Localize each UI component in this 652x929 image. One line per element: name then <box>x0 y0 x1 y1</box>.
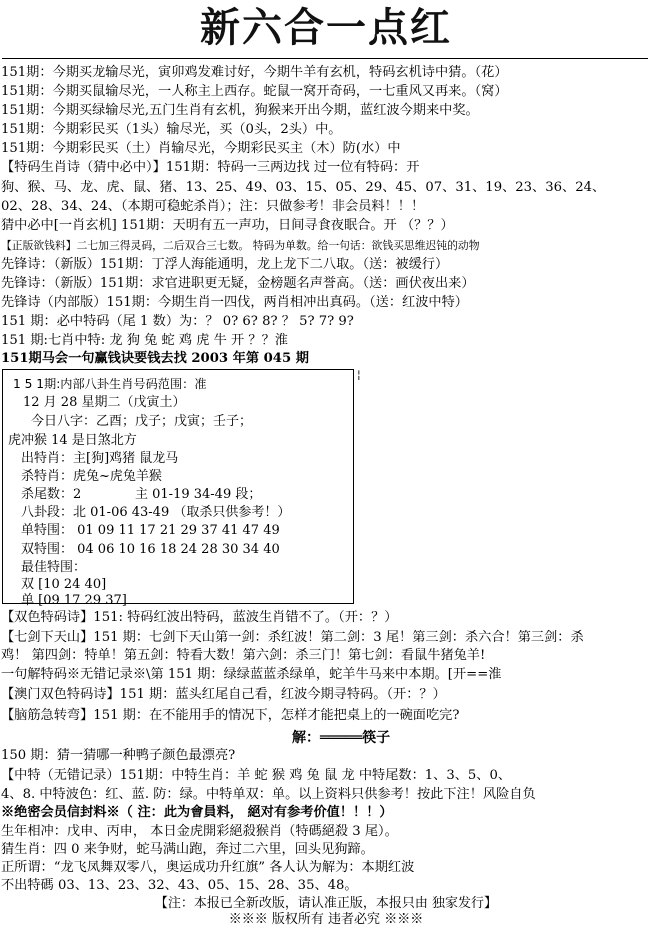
text-line: 先锋诗：（新版）151期：丁浮人海能通明，龙上龙下二八取。（送：被缓行） <box>1 257 449 272</box>
text-line: 鸡！ 第四剑：特单！第五剑：特看大数！第六剑：杀三门！第七剑：看鼠牛猪兔羊! <box>1 648 486 663</box>
box-line: 双特围： 04 06 10 16 18 24 28 30 34 40 <box>21 542 280 557</box>
text-line: 02、28、34、24、（本期可稳蛇杀肖）；注：只做参考！非会员料！！！ <box>1 199 425 214</box>
text-cursor-mark: ¦ <box>357 368 361 381</box>
text-line: 生年相冲：戊申、丙申， 本日金虎開彩絕殺猴肖（特碼絕殺 3 尾）。 <box>1 824 398 839</box>
text-line: 151期马会一句赢钱诀要钱去找 2003 年第 045 期 <box>1 351 309 366</box>
page-title: 新六合一点红 <box>200 5 452 51</box>
text-line: 【澳门双色特码诗】151 期：蓝头红尾自己看，红波今期寻特码。（开：？） <box>1 687 446 702</box>
box-line: 1 5 1期:内部八卦生肖号码范围：准 <box>13 377 207 391</box>
text-line: 151期：今期买绿输尽光,五门生肖有玄机，狗猴来开出今期，蓝红波今期来中奖。 <box>1 103 479 118</box>
text-line: 【双色特码诗】151: 特码红波出特码，蓝波生肖错不了。（开：？） <box>1 610 398 625</box>
box-line: 主 01-19 34-49 段； <box>135 487 262 502</box>
text-line: ※绝密会员信封料※（ 注：此为會員料， 絕对有参考价值！！！） <box>1 805 393 820</box>
text-line: 4、8. 中特波色：红、蓝. 防：绿。中特单双：单。以上资料只供参考！按此下注！风险自负 <box>1 787 536 802</box>
box-line: 杀特肖：虎兔~虎兔羊猴 <box>21 469 162 484</box>
box-line: 杀尾数：2 <box>21 487 82 502</box>
text-line: 先锋诗（内部版）151期：今期生肖一四伐，两肖相冲出真码。（送：红波中特） <box>1 295 468 310</box>
text-line: 【脑筋急转弯】151 期：在不能用手的情况下，怎样才能把桌上的一碗面吃完? <box>1 708 460 723</box>
text-line: 【特码生肖诗（猜中必中）】151期：特码一三两边找 过一位有特码：开 <box>1 160 420 175</box>
box-line: 八卦段：北 01-06 43-49 （取杀只供参考！） <box>21 505 291 520</box>
box-line: 双 [10 24 40] <box>21 577 107 592</box>
text-line: 150 期：猜一猜哪一种鸭子颜色最漂亮? <box>1 748 236 763</box>
text-line: 不出特碼 03、13、23、32、43、05、15、28、35、48。 <box>1 878 358 893</box>
title-divider <box>2 58 648 59</box>
riddle-answer: 解：═════筷子 <box>292 730 391 746</box>
text-line: 151期：今期彩民买（1头）输尽光，买（0头，2头）中。 <box>1 122 342 137</box>
text-line: 【正版欲钱料】二七加三得灵码，二后双合三七数。 特码为单数。给一句话：欲钱买思维迟钝的动物 <box>1 239 480 252</box>
box-line: 单特围： 01 09 11 17 21 29 37 41 47 49 <box>21 523 280 538</box>
text-line: 猜生肖：四 0 来争财，蛇马满山跑，奔过二六里，回头见狗蹄。 <box>1 842 374 857</box>
text-line: 先锋诗：（新版）151期：求官进职更无疑，金榜题名声誉高。（送：画伏夜出来） <box>1 276 475 291</box>
box-line: 今日八字：乙酉；戊子；戊寅；壬子； <box>31 414 253 429</box>
text-line: 一句解特码※无错记录※\第 151 期：绿绿蓝蓝杀绿单，蛇羊牛马来中本期。[开==淮 <box>1 667 502 682</box>
info-box <box>2 369 354 608</box>
text-line: 151期：今期买龙输尽光，寅卯鸡发难讨好，今期牛羊有玄机，特码玄机诗中猜。（花） <box>1 65 508 80</box>
text-line: 151期：今期彩民买（土）肖输尽光，今期彩民买主（木）防(水）中 <box>1 141 401 156</box>
text-line: 【七剑下天山】151 期：七剑下天山第一剑：杀红波！第二剑：3 尾！第三剑：杀六合！第三剑：杀 <box>1 630 584 645</box>
text-line: 151 期：必中特码（尾 1 数）为：？ 0? 6? 8? ？ 5? 7? 9? <box>1 314 354 329</box>
footer-copyright: ※※※ 版权所有 违者必究 ※※※ <box>228 912 424 927</box>
footer-notice: 【注：本报已全新改版，请认准正版，本报只由 独家发行】 <box>154 896 498 911</box>
box-line: 最佳特围： <box>21 560 87 575</box>
text-line: 151期：今期买鼠输尽光，一人称主上西存。蛇鼠一窝开奇码，一七重风又再来。（窝） <box>1 84 508 99</box>
box-line: 12 月 28 星期二（戊寅土） <box>23 395 186 410</box>
text-line: 151 期:七肖中特: 龙 狗 兔 蛇 鸡 虎 牛 开 ？？淮 <box>1 333 288 348</box>
text-line: 正所谓：“龙飞凤舞双零八，奥运成功升红旗” 各人认为解为：本期红波 <box>1 860 415 875</box>
box-line: 虎冲猴 14 是日煞北方 <box>8 433 137 448</box>
text-line: 猜中必中[一肖玄机] 151期：天明有五一声功，日间寻食夜眠合。开 （？？） <box>1 218 454 233</box>
box-line: 出特肖：主[狗]鸡猪 鼠龙马 <box>21 451 179 466</box>
box-line: 单 [09 17 29 37] <box>21 593 127 608</box>
text-line: 狗、猴、马、龙、虎、鼠、猪、13、25、49、03、15、05、29、45、07、31、19、23、36、24、 <box>1 180 606 195</box>
text-line: 【中特（无错记录）151期：中特生肖：羊 蛇 猴 鸡 兔 鼠 龙 中特尾数：1、3、5、0、 <box>1 768 512 783</box>
